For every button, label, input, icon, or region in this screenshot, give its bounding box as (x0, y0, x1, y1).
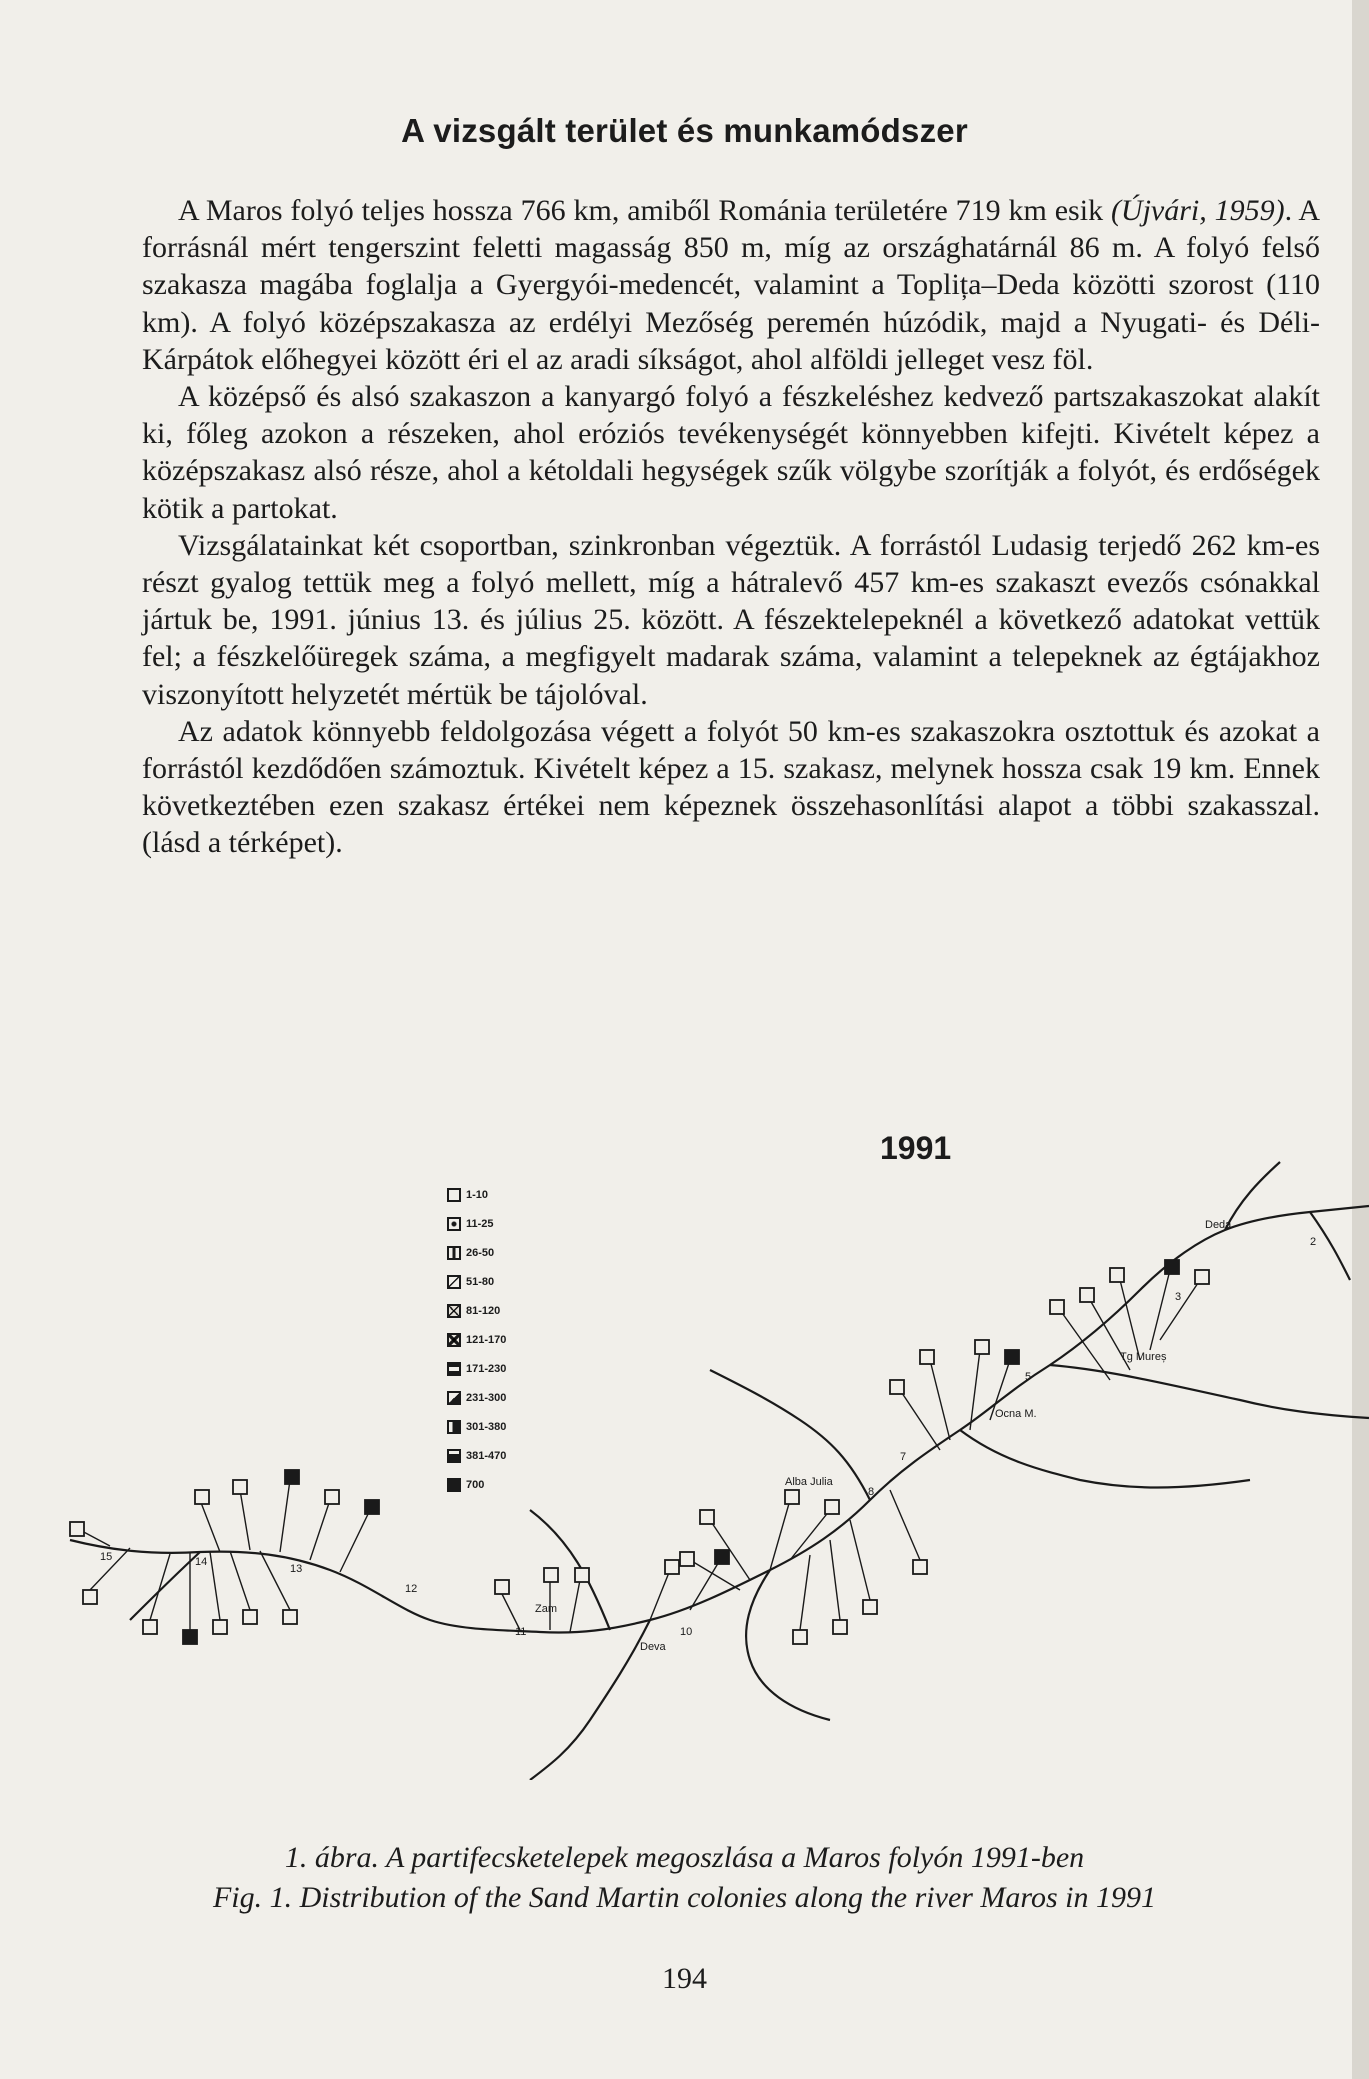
page-number: 194 (662, 1962, 707, 1995)
legend-symbol (447, 1246, 461, 1260)
section-11: 11 (515, 1626, 527, 1638)
figure-caption (0, 1838, 1369, 1918)
tributary (1050, 1365, 1369, 1418)
legend-symbol (447, 1275, 461, 1289)
citation: (Újvári, 1959) (1103, 194, 1285, 227)
legend-item (447, 1383, 577, 1412)
section-10: 10 (680, 1626, 693, 1638)
legend-item (447, 1412, 577, 1441)
legend-label: 51-80 (466, 1275, 495, 1288)
river-map (50, 1160, 1369, 1780)
section-15: 15 (100, 1551, 113, 1563)
legend-item (447, 1441, 577, 1470)
paragraph-1-text-end: . A forrásnál mért tengerszint feletti magasság 850 m, míg az országhatárnál 86 m. A folyó felső szakasza magába foglalja a Gyergyói-medencét, valamint a Toplița–Deda közötti szorost (110 km). A folyó középszakasza az erdélyi Mezőség peremén húzódik, majd a Nyugati- és Déli-Kárpátok előhegyei között éri el az aradi síkságot, ahol alföldi jelleget vesz föl. (142, 194, 1321, 376)
section-12: 12 (405, 1583, 418, 1595)
section-7: 7 (900, 1451, 907, 1463)
legend-symbol (447, 1362, 461, 1376)
section-14: 14 (195, 1556, 208, 1568)
legend-label: 26-50 (466, 1246, 495, 1259)
legend-item (447, 1470, 577, 1499)
section-2: 2 (1310, 1236, 1317, 1248)
legend-symbol (447, 1420, 461, 1434)
legend-item (447, 1296, 577, 1325)
legend-symbol (447, 1449, 461, 1463)
legend-item (447, 1209, 577, 1238)
paragraph-3: Vizsgálatainkat két csoportban, szinkronban végeztük. A forrástól Ludasig terjedő 262 km-es részt gyalog tettük meg a folyó mellett, míg a hátralevő 457 km-es szakaszt evezős csónakkal jártuk be, 1991. június 13. és július 25. között. A fészektelepeknél a következő adatokat vettük fel; a fészkelőüregek száma, a megfigyelt madarak száma, valamint a telepeknek az égtájakhoz viszonyított helyzetét mértük be tájolóval. (142, 528, 1320, 711)
tributary (530, 1620, 650, 1780)
legend-item (447, 1180, 577, 1209)
section-13: 13 (290, 1563, 303, 1575)
section-5: 5 (1025, 1371, 1032, 1383)
legend-label: 121-170 (466, 1333, 507, 1346)
tributary (746, 1570, 830, 1720)
legend-symbol (447, 1304, 461, 1318)
place-deda: Deda (1205, 1219, 1232, 1231)
paragraph-2: A középső és alsó szakaszon a kanyargó folyó a fészkeléshez kedvező partszakaszokat alakít ki, főleg azokon a részeken, ahol eróziós tevékenységét könnyebben kifejti. Kivételt képez a középszakasz alsó része, ahol a kétoldali hegységek szűk völgybe szorítják a folyót, és erdőségek kötik a partokat. (142, 380, 1320, 525)
figure-year: 1991 (880, 1130, 952, 1166)
legend-label: 700 (466, 1478, 485, 1491)
paragraph-4: Az adatok könnyebb feldolgozása végett a folyót 50 km-es szakaszokra osztottuk és azokat a forrástól kezdődően számoztuk. Kivételt képez a 15. szakasz, melynek hossza csak 19 km. Ennek következtében ezen szakasz értékei nem képeznek összehasonlítási alapot a többi szakasszal. (lásd a térképet). (142, 714, 1320, 860)
legend-item (447, 1325, 577, 1354)
legend-label: 11-25 (466, 1217, 494, 1230)
legend-label: 381-470 (466, 1449, 507, 1462)
legend-label: 171-230 (466, 1362, 507, 1375)
place-ocna-m: Ocna M. (995, 1408, 1037, 1420)
legend-symbol (447, 1391, 461, 1405)
tributary (960, 1430, 1250, 1488)
paragraph-1-text: A Maros folyó teljes hossza 766 km, amiből Románia területére 719 km esik (178, 194, 1104, 227)
legend-label: 1-10 (466, 1188, 489, 1201)
legend-item (447, 1238, 577, 1267)
place-zam: Zam (535, 1603, 557, 1615)
legend-item (447, 1267, 577, 1296)
place-tg-mures: Tg Mureș (1120, 1351, 1167, 1363)
caption-hungarian: 1. ábra. A partifecsketelepek megoszlása a Maros folyón 1991-ben (284, 1841, 1085, 1874)
legend-symbol (447, 1188, 461, 1202)
caption-english: Fig. 1. Distribution of the Sand Martin colonies along the river Maros in 1991 (212, 1881, 1156, 1914)
tributary (1225, 1162, 1280, 1230)
legend-label: 231-300 (466, 1391, 507, 1404)
map-legend (447, 1180, 577, 1499)
legend-item (447, 1354, 577, 1383)
legend-symbol (447, 1333, 461, 1347)
page-title: A vizsgált terület és munkamódszer (401, 112, 968, 149)
legend-label: 81-120 (466, 1304, 501, 1317)
section-8: 8 (868, 1486, 875, 1498)
place-deva: Deva (640, 1641, 666, 1653)
legend-symbol (447, 1478, 461, 1492)
body-text (142, 192, 1320, 862)
paragraph-1 (142, 192, 1320, 378)
legend-symbol (447, 1217, 461, 1231)
legend-label: 301-380 (466, 1420, 507, 1433)
place-alba-julia: Alba Julia (785, 1476, 833, 1488)
section-3: 3 (1175, 1291, 1182, 1303)
